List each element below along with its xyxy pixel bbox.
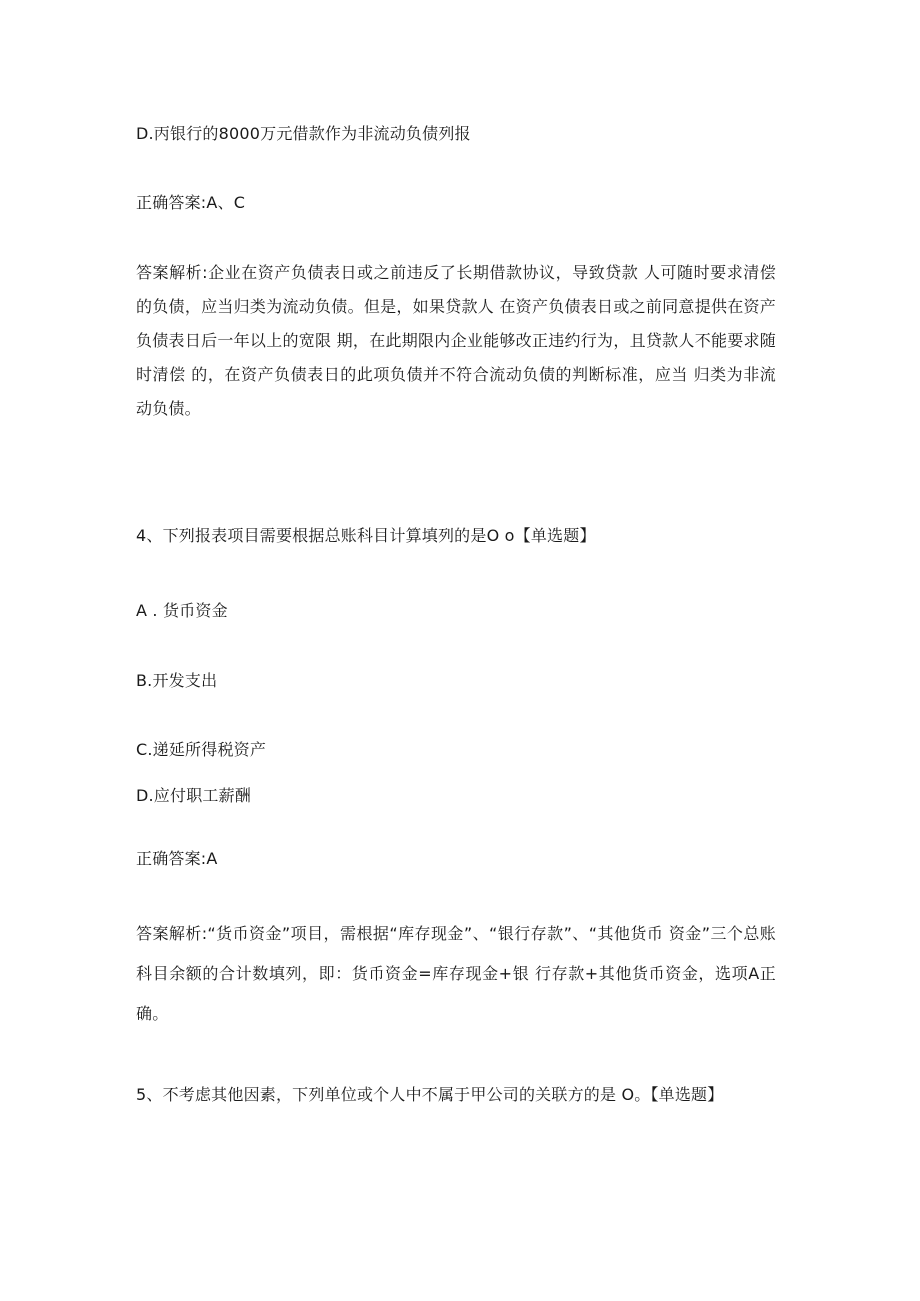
q4-option-c: C.递延所得税资产 [136, 740, 267, 759]
q4-option-d: D.应付职工薪酬 [136, 786, 252, 805]
q4-option-b: B.开发支出 [136, 671, 218, 690]
q5-question: 5、不考虑其他因素，下列单位或个人中不属于甲公司的关联方的是 O。【单选题】 [136, 1085, 724, 1104]
q3-answer: 正确答案:A、C [136, 193, 246, 212]
q4-answer: 正确答案:A [136, 849, 218, 868]
q4-analysis: 答案解析:“货币资金”项目，需根据“库存现金”、“银行存款”、“其他货币 资金”三个总账科目余额的合计数填列，即：货币资金=库存现金+银 行存款+其他货币资金，选项A正确。 [136, 924, 776, 1023]
q3-option-d: D.丙银行的8000万元借款作为非流动负债列报 [136, 124, 471, 143]
q3-analysis: 答案解析:企业在资产负债表日或之前违反了长期借款协议，导致贷款 人可随时要求清偿的负债，应当归类为流动负债。但是，如果贷款人 在资产负债表日或之前同意提供在资产负债表日后一年以上的宽限 期，在此期限内企业能够改正违约行为，且贷款人不能要求随时清偿 的，在资产负债表日的此项负债并不符合流动负债的判断标准，应当 归类为非流动负债。 [136, 263, 776, 418]
q4-question: 4、下列报表项目需要根据总账科目计算填列的是O o【单选题】 [136, 526, 596, 545]
q4-option-a: A . 货币资金 [136, 601, 228, 620]
